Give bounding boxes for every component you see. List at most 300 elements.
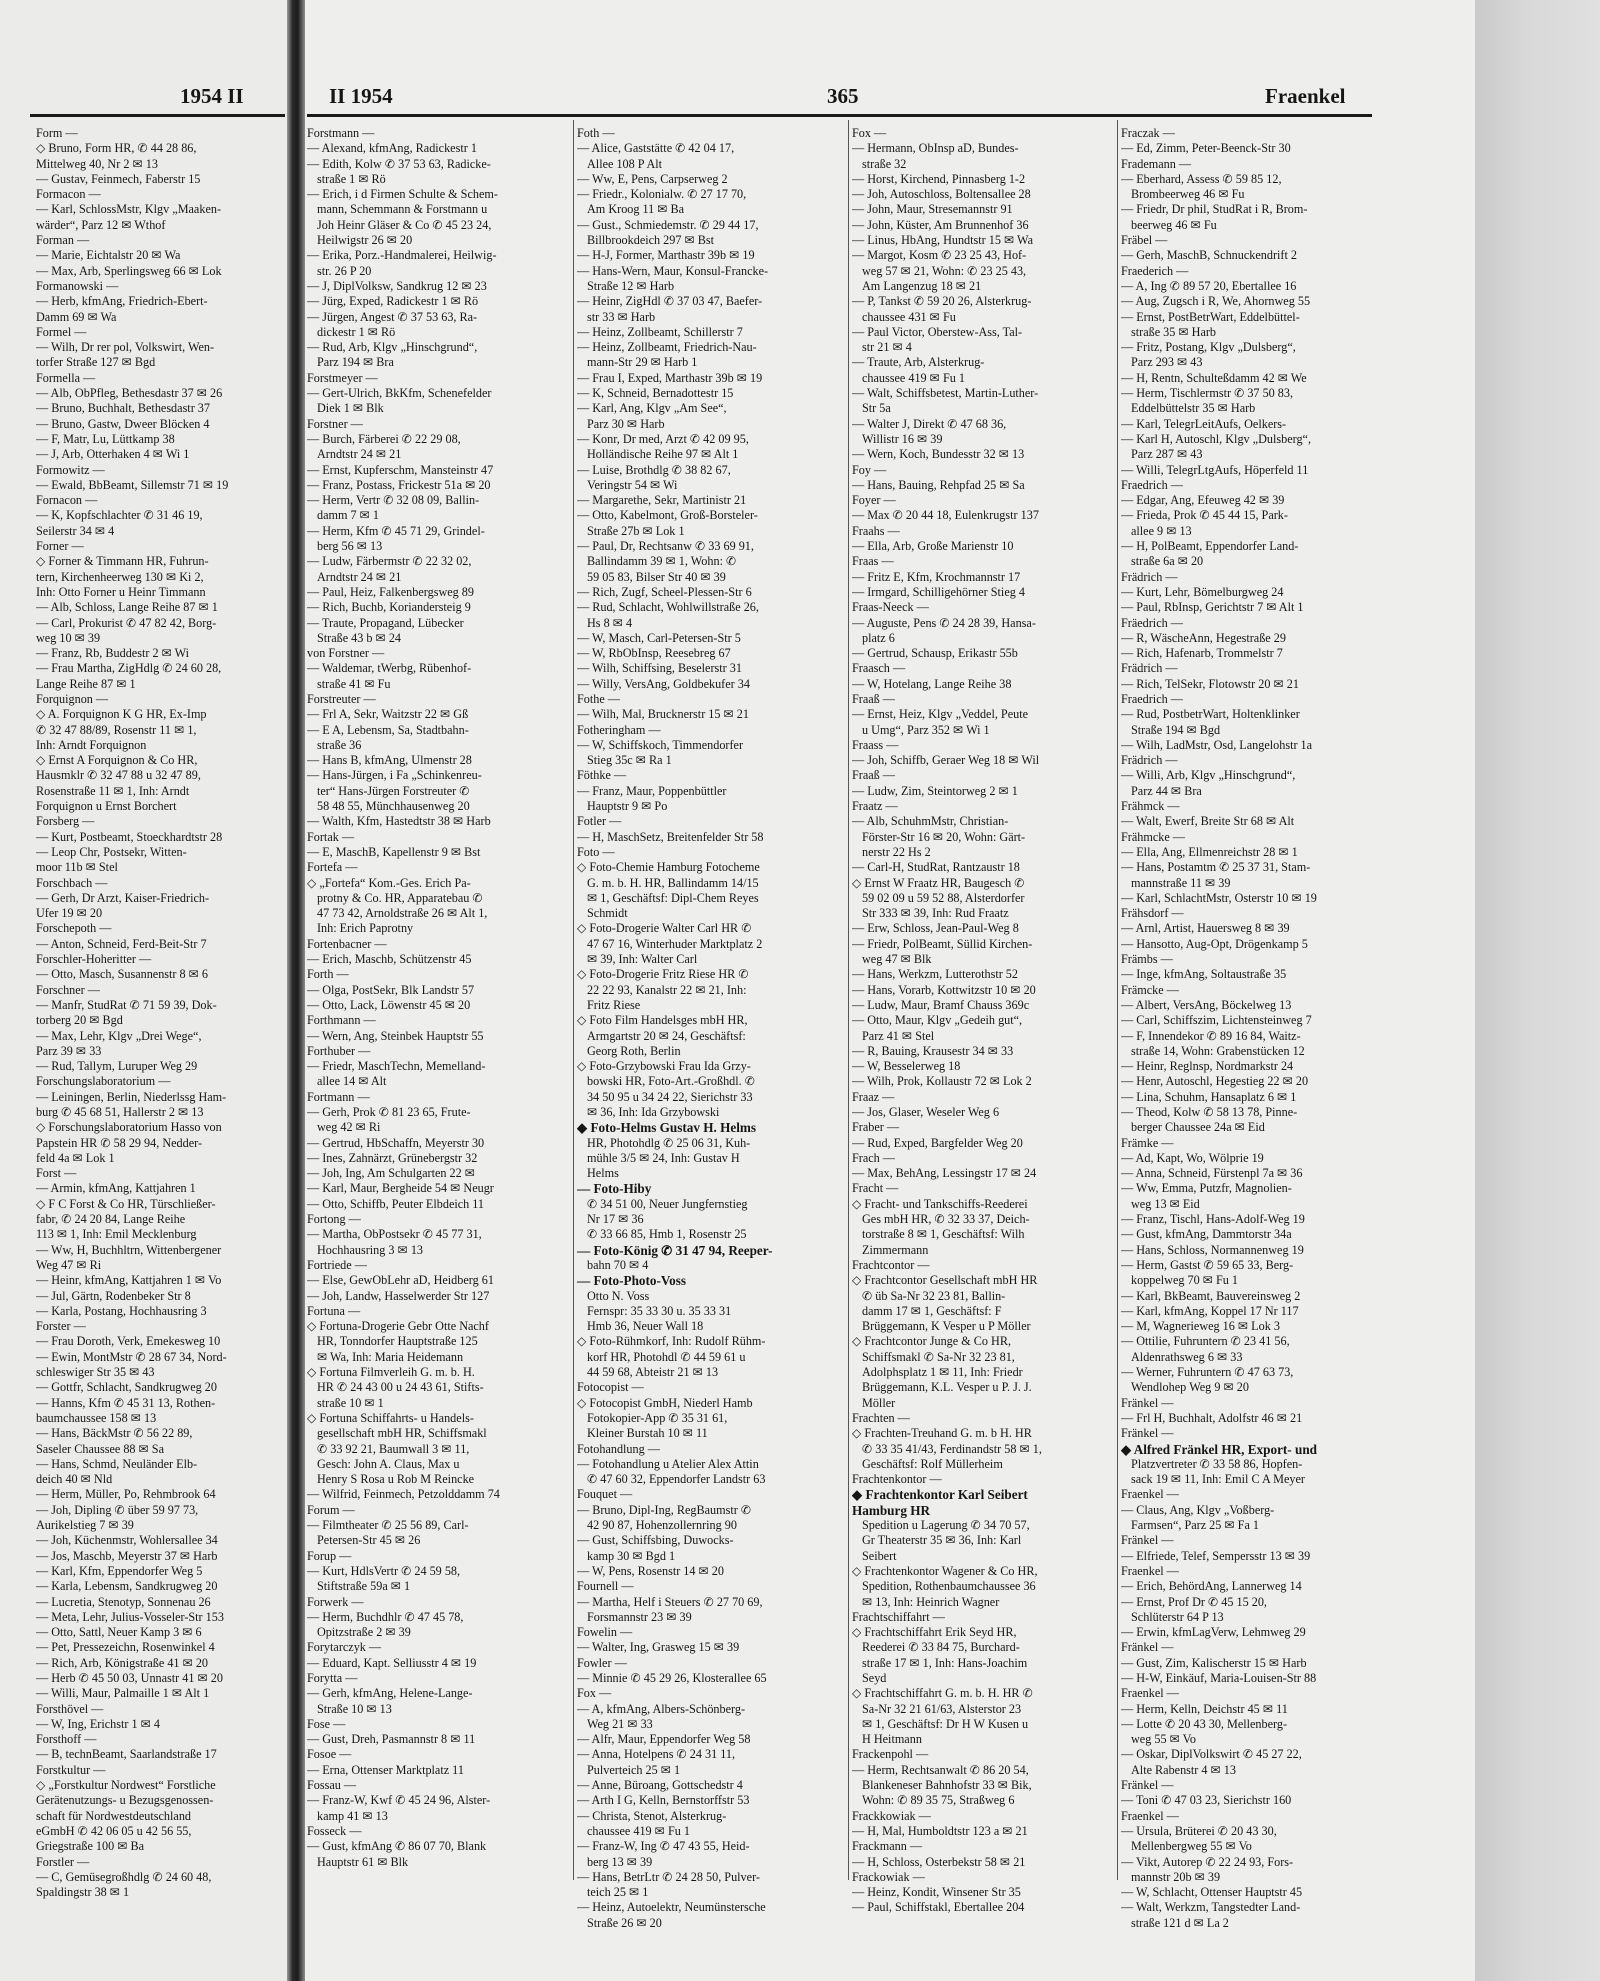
directory-line: — Heinz, Autoelektr, Neumünstersche (577, 1900, 766, 1915)
directory-line: u Umg“, Parz 352 ✉ Wi 1 (862, 722, 990, 737)
directory-line: Spedition u Lagerung ✆ 34 70 57, (862, 1518, 1030, 1533)
directory-line: ◇ Frachten-Treuhand G. m. b H. HR (852, 1426, 1032, 1441)
directory-line: — Anna, Hotelpens ✆ 24 31 11, (577, 1747, 736, 1762)
directory-line: weg 55 ✉ Vo (1131, 1732, 1196, 1747)
directory-line: Inh: Arndt Forquignon (36, 737, 147, 752)
directory-line: Formacon — (36, 187, 101, 202)
directory-line: Petersen-Str 45 ✉ 26 (317, 1533, 421, 1548)
directory-line: — Max, Arb, Sperlingsweg 66 ✉ Lok (36, 263, 222, 278)
directory-line: ◇ Foto-Grzybowski Frau Ida Grzy- (577, 1059, 751, 1074)
directory-line: — Hans, Werkzm, Lutterothstr 52 (852, 967, 1018, 982)
directory-line: Form — (36, 126, 78, 140)
directory-line: fabr, ✆ 24 20 84, Lange Reihe (36, 1212, 186, 1227)
directory-line: Fowelin — (577, 1625, 633, 1640)
directory-line: Fritz Riese (587, 997, 641, 1012)
directory-line: ◇ Forschungslaboratorium Hasso von (36, 1120, 222, 1135)
directory-line: Fraaß — (852, 691, 895, 706)
directory-line: — Herm, Gastst ✆ 59 65 33, Berg- (1121, 1257, 1294, 1272)
directory-line: — Frl H, Buchhalt, Adolfstr 46 ✉ 21 (1121, 1410, 1303, 1425)
directory-line: straße 121 d ✉ La 2 (1131, 1915, 1229, 1930)
directory-line: — John, Maur, Stresemannstr 91 (852, 202, 1013, 217)
directory-line: — W, Masch, Carl-Petersen-Str 5 (577, 630, 741, 645)
directory-line: — Irmgard, Schilligehörner Stieg 4 (852, 584, 1025, 599)
directory-line: straße 6a ✉ 20 (1131, 554, 1204, 569)
directory-line: mann, Schemmann & Forstmann u (317, 202, 488, 217)
directory-line: platz 6 (862, 630, 895, 645)
directory-line: — R, Bauing, Krausestr 34 ✉ 33 (852, 1043, 1014, 1058)
directory-line: Forsberg — (36, 814, 95, 829)
directory-line: Spedition, Rothenbaumchaussee 36 (862, 1579, 1036, 1594)
directory-line: ◇ „Forstkultur Nordwest“ Forstliche (36, 1778, 216, 1793)
directory-line: — Margarethe, Sekr, Martinistr 21 (577, 493, 747, 508)
directory-line: Opitzstraße 2 ✉ 39 (317, 1625, 411, 1640)
directory-line: Otto N. Voss (587, 1288, 650, 1303)
right-page-header-right: Fraenkel (1265, 84, 1346, 108)
directory-line: Schiffsmakl ✆ Sa-Nr 32 23 81, (862, 1349, 1015, 1364)
directory-line: burg ✆ 45 68 51, Hallerstr 2 ✉ 13 (36, 1105, 204, 1119)
directory-line: Fraedrich — (1121, 477, 1183, 492)
directory-line: Frackowiak — (852, 1869, 925, 1884)
directory-line: Schlüterstr 64 P 13 (1131, 1609, 1224, 1624)
directory-line: Reederei ✆ 33 84 75, Burchard- (862, 1640, 1020, 1655)
directory-line: — Theod, Kolw ✆ 58 13 78, Pinne- (1121, 1105, 1298, 1119)
directory-line: Fose — (307, 1716, 346, 1731)
directory-line: Billbrookdeich 297 ✉ Bst (587, 233, 715, 248)
directory-line: Wendlohер Weg 9 ✉ 20 (1131, 1380, 1249, 1395)
directory-line: — Marie, Eichtalstr 20 ✉ Wa (36, 248, 181, 263)
directory-line: — Joh, Ing, Am Schulgarten 22 ✉ (307, 1166, 475, 1181)
directory-line: — Wern, Ang, Steinbek Hauptstr 55 (307, 1028, 484, 1043)
directory-line: Fortmann — (307, 1089, 370, 1104)
directory-line: Frademann — (1121, 156, 1192, 171)
directory-line: ✆ 33 35 41/43, Ferdinandstr 58 ✉ 1, (862, 1441, 1042, 1456)
directory-line: — Rud, Schlacht, Wohlwillstraße 26, (577, 600, 759, 615)
directory-column-3 (852, 126, 1114, 1916)
directory-line: — Edgar, Ang, Efeuweg 42 ✉ 39 (1121, 493, 1285, 508)
directory-line: Fraenkel — (1121, 1686, 1179, 1701)
directory-line: Spaldingstr 38 ✉ 1 (36, 1885, 130, 1900)
directory-line: — Rud, Tallym, Luruper Weg 29 (36, 1059, 198, 1074)
directory-line: Saseler Chaussee 88 ✉ Sa (36, 1441, 164, 1456)
directory-line: Fräbel — (1121, 233, 1168, 248)
directory-line: — Frieda, Prok ✆ 45 44 15, Park- (1121, 508, 1288, 523)
directory-line: damm 7 ✉ 1 (317, 508, 380, 523)
directory-line: — Ernst, Prof Dr ✆ 45 15 20, (1121, 1594, 1267, 1609)
directory-line: — Karl, Maur, Bergheide 54 ✉ Neugr (307, 1181, 494, 1196)
directory-line: — Wilh, Mal, Brucknerstr 15 ✉ 21 (577, 707, 749, 722)
directory-line: — Rud, PostbetrWart, Holtenklinker (1121, 707, 1300, 722)
directory-line: ◇ Fotocopist GmbH, Niederl Hamb (577, 1395, 753, 1410)
directory-line: Frackenpohl — (852, 1747, 929, 1762)
directory-line: — Meta, Lehr, Julius-Vosseler-Str 153 (36, 1609, 224, 1624)
directory-line: kamp 41 ✉ 13 (317, 1808, 388, 1823)
directory-line: — Vikt, Autorep ✆ 22 24 93, Fors- (1121, 1854, 1294, 1869)
directory-line: straße 32 (862, 156, 907, 171)
directory-line: Weg 21 ✉ 33 (587, 1716, 653, 1731)
directory-line: — Jul, Gärtn, Rodenbeker Str 8 (36, 1288, 191, 1303)
directory-line: — Alexand, kfmAng, Radickestr 1 (307, 141, 477, 156)
directory-line: Fothe — (577, 691, 620, 706)
directory-line: Forschepoth — (36, 921, 112, 936)
directory-line: Kleiner Burstah 10 ✉ 11 (587, 1426, 708, 1441)
directory-line: ◇ Frachtcontor Junge & Co HR, (852, 1334, 1011, 1349)
right-page (305, 0, 1475, 1981)
directory-line: Fraedrich — (1121, 691, 1183, 706)
left-header-rule (30, 114, 285, 117)
directory-line: — W, Schiffskoch, Timmendorfer (577, 737, 743, 752)
directory-line: — Ww, E, Pens, Carpserweg 2 (577, 171, 728, 186)
directory-line: Forman — (36, 233, 90, 248)
directory-line: Fournell — (577, 1579, 634, 1594)
directory-line: — Konr, Dr med, Arzt ✆ 42 09 95, (577, 431, 749, 446)
directory-line: Forthuber — (307, 1043, 371, 1058)
directory-line: ◇ Forner & Timmann HR, Fuhrun- (36, 554, 209, 569)
directory-line: Platzvertreter ✆ 33 58 86, Hopfen- (1131, 1456, 1303, 1471)
directory-line: 22 22 93, Kanalstr 22 ✉ 21, Inh: (587, 982, 747, 997)
directory-line: — Alb, SchuhmMstr, Christian- (852, 814, 1009, 829)
directory-line: — Walt, Schiffsbetest, Martin-Luther- (852, 386, 1039, 401)
directory-line: — Margot, Kosm ✆ 23 25 43, Hof- (852, 248, 1027, 263)
directory-line: — Bruno, Dipl-Ing, RegBaumstr ✆ (577, 1502, 752, 1517)
directory-line: — Max, BehAng, Lessingstr 17 ✉ 24 (852, 1166, 1037, 1181)
directory-line: Foyer — (852, 493, 896, 508)
directory-line: — Erna, Ottenser Marktplatz 11 (307, 1762, 464, 1777)
directory-line: — Willi, Maur, Palmaille 1 ✉ Alt 1 (36, 1686, 210, 1701)
directory-line: — Ad, Kapt, Wo, Wölprie 19 (1121, 1150, 1264, 1165)
directory-line: Frädrich — (1121, 753, 1178, 768)
directory-line: straße 41 ✉ Fu (317, 676, 391, 691)
directory-line: nerstr 22 Hs 2 (862, 844, 931, 859)
directory-line: — Foto-König ✆ 31 47 94, Reeper- (577, 1242, 773, 1258)
directory-line: Parz 41 ✉ Stel (862, 1028, 935, 1043)
directory-line: Wohn: ✆ 89 35 75, Straßweg 6 (862, 1793, 1015, 1808)
directory-line: Forth — (307, 967, 349, 982)
directory-line: — Karla, Lebensm, Sandkrugweg 20 (36, 1579, 218, 1594)
directory-line: Diek 1 ✉ Blk (317, 401, 384, 416)
directory-line: korf HR, Photohdl ✆ 44 59 61 u (587, 1349, 746, 1364)
directory-line: straße 1 ✉ Rö (317, 171, 386, 186)
directory-line: Rosenstraße 11 ✉ 1, Inh: Arndt (36, 783, 190, 798)
directory-line: Fraaz — (852, 1089, 895, 1104)
directory-line: Fouquet — (577, 1487, 633, 1502)
directory-line: Hmb 36, Neuer Wall 18 (587, 1319, 704, 1334)
directory-line: schaft für Nordwestdeutschland (36, 1808, 192, 1823)
directory-line: — Carl, Prokurist ✆ 47 82 42, Borg- (36, 615, 217, 630)
directory-line: Stiftstraße 59a ✉ 1 (317, 1579, 411, 1594)
directory-line: Ufer 19 ✉ 20 (36, 906, 103, 921)
directory-line: — Filmtheater ✆ 25 56 89, Carl- (307, 1518, 469, 1533)
left-page-header: 1954 II (180, 84, 244, 108)
directory-line: Fraederich — (1121, 263, 1189, 278)
directory-line: — Erw, Schloss, Jean-Paul-Weg 8 (852, 921, 1019, 936)
directory-line: straße 17 ✉ 1, Inh: Hans-Joachim (862, 1655, 1028, 1670)
directory-line: Mellenbergweg 55 ✉ Vo (1131, 1839, 1252, 1854)
directory-line: — Herb ✆ 45 50 03, Unnastr 41 ✉ 20 (36, 1670, 223, 1685)
directory-line: — Hans B, kfmAng, Ulmenstr 28 (307, 753, 472, 768)
directory-line: Forsmannstr 23 ✉ 39 (587, 1609, 692, 1624)
left-page-column (36, 126, 286, 1900)
directory-line: Heilwigstr 26 ✉ 20 (317, 233, 413, 248)
directory-line: — Burch, Färberei ✆ 22 29 08, (307, 431, 461, 446)
directory-line: — W, Schlacht, Ottenser Hauptstr 45 (1121, 1885, 1303, 1900)
directory-line: weg 42 ✉ Ri (317, 1120, 381, 1135)
directory-line: berg 13 ✉ 39 (587, 1854, 653, 1869)
directory-line: ✉ 39, Inh: Walter Carl (587, 952, 698, 967)
directory-line: ✉ 36, Inh: Ida Grzybowski (587, 1105, 720, 1119)
directory-line: HR ✆ 24 43 00 u 24 43 61, Stifts- (317, 1380, 484, 1395)
directory-line: Seibert (862, 1548, 897, 1563)
directory-line: — Eberhard, Assess ✆ 59 85 12, (1121, 171, 1282, 186)
directory-line: — Joh, Küchenmstr, Wohlersallee 34 (36, 1533, 218, 1548)
directory-line: mannstr 20b ✉ 39 (1131, 1869, 1221, 1884)
directory-line: allee 9 ✉ 13 (1131, 523, 1192, 538)
directory-line: — Herb, kfmAng, Friedrich-Ebert- (36, 294, 208, 309)
directory-line: ◇ Fortuna Filmverleih G. m. b. H. (307, 1365, 475, 1380)
left-page (0, 0, 287, 1981)
book-gutter (287, 0, 305, 1981)
directory-line: — Hansotto, Aug-Opt, Drögenkamp 5 (1121, 936, 1308, 951)
page-number: 365 (827, 84, 859, 108)
directory-line: Fornacon — (36, 493, 98, 508)
directory-line: — Ww, H, Buchhltrn, Wittenbergener (36, 1242, 222, 1257)
directory-line: 42 90 87, Hohenzollernring 90 (587, 1518, 737, 1533)
directory-line: — F, Matr, Lu, Lüttkamp 38 (36, 431, 175, 446)
directory-line: Främke — (1121, 1135, 1174, 1150)
directory-line: — Jos, Glaser, Weseler Weg 6 (852, 1105, 1000, 1119)
directory-line: — Ludw, Färbermstr ✆ 22 32 02, (307, 554, 472, 569)
directory-line: Holländische Reihe 97 ✉ Alt 1 (587, 447, 739, 462)
directory-line: — Franz, Tischl, Hans-Adolf-Weg 19 (1121, 1212, 1305, 1227)
directory-line: damm 17 ✉ 1, Geschäftsf: F (862, 1303, 1002, 1318)
directory-line: — Hans, Bauing, Rehpfad 25 ✉ Sa (852, 477, 1025, 492)
directory-line: — Friedr, Dr phil, StudRat i R, Brom- (1121, 202, 1308, 217)
directory-line: Frädrich — (1121, 661, 1178, 676)
directory-line: — Gustav, Feinmech, Faberstr 15 (36, 171, 201, 186)
directory-line: Fortriede — (307, 1257, 367, 1272)
directory-line: — Herm, Buchdhlr ✆ 47 45 78, (307, 1609, 464, 1624)
directory-line: Brüggemann, K Vesper u P Möller (862, 1319, 1031, 1334)
directory-line: ◇ Foto-Drogerie Walter Carl HR ✆ (577, 921, 752, 936)
directory-line: Forup — (307, 1548, 352, 1563)
directory-line: — E A, Lebensm, Sa, Stadtbahn- (307, 722, 469, 737)
directory-line: Fraenkel — (1121, 1808, 1179, 1823)
directory-line: Georg Roth, Berlin (587, 1043, 681, 1058)
directory-line: — Wilh, Dr rer pol, Volkswirt, Wen- (36, 340, 215, 355)
directory-line: moor 11b ✉ Stel (36, 860, 118, 875)
directory-line: — Joh, Autoschloss, Boltensallee 28 (852, 187, 1031, 202)
directory-line: — Walt, Ewerf, Breite Str 68 ✉ Alt (1121, 814, 1295, 829)
directory-line: — Otto, Masch, Susannenstr 8 ✉ 6 (36, 967, 209, 982)
directory-line: Hs 8 ✉ 4 (587, 615, 633, 630)
directory-line: Parz 293 ✉ 43 (1131, 355, 1203, 370)
directory-line: — Karl H, Autoschl, Klgv „Dulsberg“, (1121, 431, 1312, 446)
directory-line: Fraczak — (1121, 126, 1175, 140)
directory-line: Str 333 ✉ 39, Inh: Rud Fraatz (862, 906, 1009, 921)
directory-line: Griegstraße 100 ✉ Ba (36, 1839, 145, 1854)
directory-line: — Hans, Vorarb, Kottwitzstr 10 ✉ 20 (852, 982, 1036, 997)
directory-column-2 (577, 126, 845, 1931)
directory-line: — Fotohandlung u Atelier Alex Attin (577, 1456, 759, 1471)
directory-line: ◇ Ernst A Forquignon & Co HR, (36, 753, 198, 768)
directory-line: — Frau I, Exped, Marthastr 39b ✉ 19 (577, 370, 763, 385)
directory-line: tern, Kirchenheerweg 130 ✉ Ki 2, (36, 569, 204, 584)
directory-line: Armgartstr 20 ✉ 24, Geschäftsf: (587, 1028, 746, 1043)
directory-line: — Hans-Wern, Maur, Konsul-Francke- (577, 263, 769, 278)
directory-line: — W, RbObInsp, Reesebreg 67 (577, 646, 731, 661)
directory-line: Fotokopier-App ✆ 35 31 61, (587, 1410, 728, 1425)
directory-line: Forstmeyer — (307, 370, 378, 385)
directory-line: Föthke — (577, 768, 627, 783)
directory-line: ◇ Foto-Rühmkorf, Inh: Rudolf Rühm- (577, 1334, 766, 1349)
directory-line: — Hans, BäckMstr ✆ 56 22 89, (36, 1426, 193, 1441)
directory-line: — Gust, Zim, Kalischerstr 15 ✉ Harb (1121, 1655, 1307, 1670)
directory-line: — Anne, Büroang, Gottschedstr 4 (577, 1778, 743, 1793)
directory-line: Brombeerweg 46 ✉ Fu (1131, 187, 1245, 202)
directory-line: Hochhausring 3 ✉ 13 (317, 1242, 424, 1257)
directory-line: — Leop Chr, Postsekr, Witten- (36, 844, 187, 859)
directory-line: Frähsdorf — (1121, 906, 1184, 921)
directory-line: — Karl, kfmAng, Koppel 17 Nr 117 (1121, 1303, 1299, 1318)
directory-line: ✆ 34 51 00, Neuer Jungfernstieg (587, 1196, 748, 1211)
directory-line: Fraass — (852, 737, 899, 752)
directory-line: ◆ Foto-Helms Gustav H. Helms (577, 1120, 756, 1136)
directory-line: — Franz, Postass, Frickestr 51a ✉ 20 (307, 477, 491, 492)
directory-line: Alte Rabenstr 4 ✉ 13 (1131, 1762, 1236, 1777)
directory-line: — H-W, Einkäuf, Maria-Louisen-Str 88 (1121, 1670, 1317, 1685)
directory-line: — Traute, Propagand, Lübecker (307, 615, 464, 630)
directory-line: Parz 39 ✉ 33 (36, 1043, 102, 1058)
directory-line: — Foto-Photo-Voss (577, 1273, 687, 1289)
directory-line: Straße 10 ✉ 13 (317, 1701, 392, 1716)
directory-line: Hamburg HR (852, 1502, 931, 1518)
directory-line: — W, Pens, Rosenstr 14 ✉ 20 (577, 1563, 724, 1578)
directory-line: — Max ✆ 20 44 18, Eulenkrugstr 137 (852, 508, 1039, 523)
directory-line: Frachtcontor — (852, 1257, 930, 1272)
directory-line: — Wilh, Prok, Kollaustr 72 ✉ Lok 2 (852, 1074, 1032, 1089)
directory-line: — J, Arb, Otterhaken 4 ✉ Wi 1 (36, 447, 190, 462)
directory-line: straße 14, Wohn: Grabenstücken 12 (1131, 1043, 1305, 1058)
directory-line: — Hans, BetrLtr ✆ 24 28 50, Pulver- (577, 1869, 760, 1884)
directory-line: Brüggemann, K.L. Vesper u P. J. J. (862, 1380, 1032, 1395)
directory-line: — C, Gemüsegroßhdlg ✆ 24 60 48, (36, 1869, 212, 1884)
directory-line: Hauptstr 9 ✉ Po (587, 799, 668, 814)
directory-line: Stieg 35c ✉ Ra 1 (587, 753, 672, 768)
directory-line: Forstreuter — (307, 691, 376, 706)
directory-line: Hausmklr ✆ 32 47 88 u 32 47 89, (36, 768, 201, 783)
directory-line: Fränkel — (1121, 1395, 1174, 1410)
directory-line: — Olga, PostSekr, Blk Landstr 57 (307, 982, 475, 997)
directory-line: — Erich, i d Firmen Schulte & Schem- (307, 187, 498, 202)
directory-line: Blankeneser Bahnhofstr 33 ✉ Bik, (862, 1778, 1032, 1793)
directory-line: Fraenkel — (1121, 1487, 1179, 1502)
directory-line: 59 05 83, Bilser Str 40 ✉ 39 (587, 569, 726, 584)
directory-line: Fortefa — (307, 860, 358, 875)
directory-line: — Paul, Dr, Rechtsanw ✆ 33 69 91, (577, 539, 754, 554)
directory-line: ◇ Fracht- und Tankschiffs-Reederei (852, 1196, 1028, 1211)
column-divider (573, 120, 574, 1880)
directory-line: str 33 ✉ Harb (587, 309, 656, 324)
directory-line: — Herm, Vertr ✆ 32 08 09, Ballin- (307, 493, 480, 508)
directory-line: Formowitz — (36, 462, 105, 477)
directory-line: Fortuna — (307, 1303, 361, 1318)
directory-line: Veringstr 54 ✉ Wi (587, 477, 678, 492)
directory-line: str. 26 P 20 (317, 263, 372, 278)
directory-line: — Ed, Zimm, Peter-Beenck-Str 30 (1121, 141, 1291, 156)
directory-line: — Gerh, MaschB, Schnuckendrift 2 (1121, 248, 1298, 263)
directory-line: — Rich, Hafenarb, Trommelstr 7 (1121, 646, 1283, 661)
directory-line: teich 25 ✉ 1 (587, 1885, 649, 1900)
directory-line: — Linus, HbAng, Hundtstr 15 ✉ Wa (852, 233, 1033, 248)
directory-line: Aldenrathsweg 6 ✉ 33 (1131, 1349, 1243, 1364)
directory-line: — Gust., Schmiedemstr. ✆ 29 44 17, (577, 217, 759, 232)
directory-line: ter“ Hans-Jürgen Forstreuter ✆ (317, 783, 470, 798)
directory-line: — Karl, Ang, Klgv „Am See“, (577, 401, 727, 416)
directory-line: — Martha, ObPostsekr ✆ 45 77 31, (307, 1227, 482, 1242)
directory-line: beerweg 46 ✉ Fu (1131, 217, 1217, 232)
directory-line: Geschäftsf: Rolf Müllerheim (862, 1456, 1003, 1471)
directory-line: Gesch: John A. Claus, Max u (317, 1456, 460, 1471)
directory-line: Främcke — (1121, 982, 1179, 997)
directory-line: 44 59 68, Abteistr 21 ✉ 13 (587, 1365, 719, 1380)
directory-line: — Edith, Kolw ✆ 37 53 63, Radicke- (307, 156, 491, 171)
column-divider (848, 120, 849, 1880)
directory-line: Helms (587, 1166, 619, 1181)
directory-line: — Frl A, Sekr, Waitzstr 22 ✉ Gß (307, 707, 469, 722)
directory-line: Forster — (36, 1319, 86, 1334)
directory-line: — Paul Victor, Oberstew-Ass, Tal- (852, 324, 1023, 339)
directory-line: Fortak — (307, 829, 355, 844)
directory-line: Lange Reihe 87 ✉ 1 (36, 676, 136, 691)
directory-line: — Traute, Arb, Alsterkrug- (852, 355, 985, 370)
directory-line: Papstein HR ✆ 58 29 94, Nedder- (36, 1135, 203, 1150)
directory-line: — Ernst, Kupferschm, Mansteinstr 47 (307, 462, 494, 477)
directory-line: schleswiger Str 35 ✉ 43 (36, 1365, 155, 1380)
directory-line: Adolphsplatz 1 ✉ 11, Inh: Friedr (862, 1365, 1023, 1380)
directory-line: — Heinz, Zollbeamt, Friedrich-Nau- (577, 340, 757, 355)
directory-line: — A, Ing ✆ 89 57 20, Ebertallee 16 (1121, 278, 1297, 293)
directory-line: Forschungslaboratorium — (36, 1074, 171, 1089)
directory-line: Inh: Otto Forner u Heinr Timmann (36, 584, 206, 599)
directory-line: — Bruno, Buchhalt, Bethesdastr 37 (36, 401, 210, 416)
directory-line: Forstkultur — (36, 1762, 106, 1777)
directory-line: Fraenkel — (1121, 1563, 1179, 1578)
directory-line: — Otto, Lack, Löwenstr 45 ✉ 20 (307, 997, 471, 1012)
directory-line: — Heinr, ZigHdl ✆ 37 03 47, Baefer- (577, 294, 763, 309)
directory-line: — Kurt, Lehr, Bömelburgweg 24 (1121, 584, 1284, 599)
directory-line: Am Kroog 11 ✉ Ba (587, 202, 685, 217)
directory-line: — Inge, kfmAng, Soltaustraße 35 (1121, 967, 1287, 982)
directory-line: — Oskar, DiplVolkswirt ✆ 45 27 22, (1121, 1747, 1302, 1762)
directory-line: — Waldemar, tWerbg, Rübenhof- (307, 661, 472, 676)
directory-line: Fernspr: 35 33 30 u. 35 33 31 (587, 1303, 732, 1318)
directory-line: Inh: Erich Paprotny (317, 921, 414, 936)
directory-line: Forsthövel — (36, 1701, 104, 1716)
directory-line: — Ludw, Maur, Bramf Chauss 369c (852, 997, 1030, 1012)
directory-line: — Kurt, HdlsVertr ✆ 24 59 58, (307, 1563, 461, 1578)
directory-line: Ges mbH HR, ✆ 32 33 37, Deich- (862, 1212, 1030, 1227)
directory-column-1 (307, 126, 569, 1870)
directory-line: — Carl-H, StudRat, Rantzaustr 18 (852, 860, 1020, 875)
directory-line: — Else, GewObLehr aD, Heidberg 61 (307, 1273, 494, 1288)
directory-line: Frach — (852, 1150, 895, 1165)
directory-line: — Hans, Schloss, Normannenweg 19 (1121, 1242, 1304, 1257)
directory-line: — Franz-W, Kwf ✆ 45 24 96, Alster- (307, 1793, 491, 1808)
directory-line: Fraas — (852, 554, 894, 569)
directory-line: — Ella, Ang, Ellmenreichstr 28 ✉ 1 (1121, 844, 1298, 859)
directory-line: — Paul, Heiz, Falkenbergsweg 89 (307, 584, 474, 599)
directory-line: Foto — (577, 844, 615, 859)
directory-line: — Jürg, Exped, Radickestr 1 ✉ Rö (307, 294, 479, 309)
